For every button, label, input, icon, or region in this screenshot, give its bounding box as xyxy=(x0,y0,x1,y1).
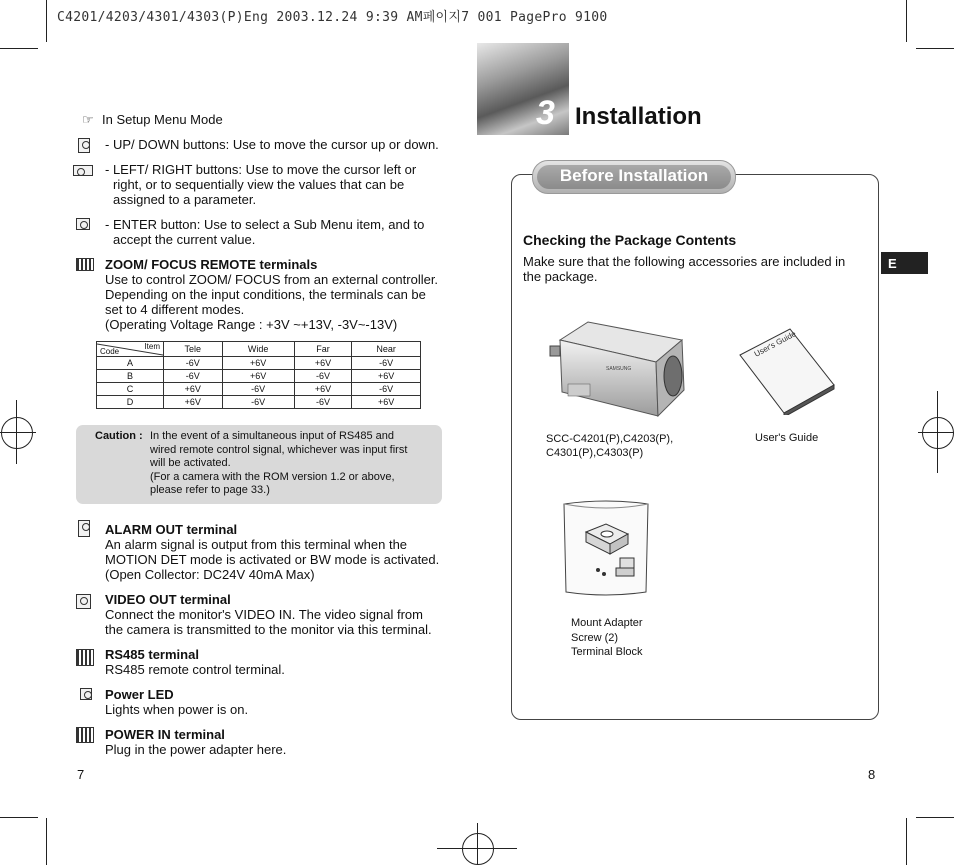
table-header-row xyxy=(97,342,421,357)
caution-label: Caution : xyxy=(95,430,143,442)
power-led-section: Power LED Lights when power is on. xyxy=(105,687,249,717)
print-header: C4201/4203/4301/4303(P)Eng 2003.12.24 9:39 AM페이지7 001 PagePro 9100 xyxy=(57,10,608,25)
table-header: Far xyxy=(294,342,352,357)
voltage-table xyxy=(96,341,421,409)
alarm-out-icon xyxy=(78,520,90,537)
chapter-photo xyxy=(477,43,569,135)
package-intro: Make sure that the following accessories are included in the package. xyxy=(523,254,846,284)
camera-caption: SCC-C4201(P),C4203(P), C4301(P),C4303(P) xyxy=(546,433,674,459)
caution-box xyxy=(76,425,442,504)
table-row: A -6V +6V +6V -6V xyxy=(97,357,421,370)
table-row: D +6V -6V -6V +6V xyxy=(97,396,421,409)
up-down-button-icon xyxy=(78,138,90,153)
table-row: B -6V +6V -6V +6V xyxy=(97,370,421,383)
rs485-terminal-icon xyxy=(76,649,94,666)
enter-button-icon xyxy=(76,218,90,230)
rs485-section: RS485 terminal RS485 remote control terminal. xyxy=(105,647,285,677)
page-number-right: 8 xyxy=(868,767,876,782)
instruction-updown: - UP/ DOWN buttons: Use to move the cursor up or down. xyxy=(105,137,439,152)
package-contents-heading: Checking the Package Contents xyxy=(523,232,737,248)
power-in-terminal-icon xyxy=(76,727,94,743)
table-header: Tele xyxy=(164,342,223,357)
caution-text: In the event of a simultaneous input of RS485 and wired remote control signal, whichever was input first will be activated. (For a camera with the ROM version 1.2 or above, please refer to page 33.) xyxy=(150,430,408,496)
language-tab: E xyxy=(881,252,928,274)
setup-heading: In Setup Menu Mode xyxy=(102,112,223,127)
accessories-caption: Mount Adapter Screw (2) Terminal Block xyxy=(571,617,643,658)
users-guide-illustration xyxy=(738,325,838,415)
table-corner-cell: Code Item xyxy=(97,342,164,357)
zoom-focus-title: ZOOM/ FOCUS REMOTE terminals xyxy=(105,257,318,272)
zoom-focus-terminal-icon xyxy=(76,258,94,271)
instruction-enter: - ENTER button: Use to select a Sub Menu item, and to accept the current value. xyxy=(105,217,425,247)
accessory-bag-illustration xyxy=(560,498,652,598)
zoom-focus-section: ZOOM/ FOCUS REMOTE terminals Use to control ZOOM/ FOCUS from an external controller. Depending on the input conditions, the terminals can be set to 4 different modes. (Operating Voltage Range : +3V ~+13V, -3V~-13V) xyxy=(105,257,439,332)
power-in-section: POWER IN terminal Plug in the power adapter here. xyxy=(105,727,287,757)
chapter-title: Installation xyxy=(575,103,702,130)
table-header: Near xyxy=(352,342,421,357)
camera-illustration xyxy=(546,318,686,418)
svg-text:User's Guide: User's Guide xyxy=(752,329,798,359)
instruction-leftright: - LEFT/ RIGHT buttons: Use to move the cursor left or right, or to sequentially view the values that can be assigned to a parameter. xyxy=(105,162,417,207)
table-row: C +6V -6V +6V -6V xyxy=(97,383,421,396)
chapter-number: 3 xyxy=(536,94,555,132)
section-title: Before Installation xyxy=(559,166,709,185)
guide-caption: User's Guide xyxy=(755,432,819,444)
section-title-pill xyxy=(532,160,736,194)
page-number-left: 7 xyxy=(77,767,85,782)
video-out-icon xyxy=(76,594,91,609)
hand-pointer-icon: ☞ xyxy=(82,112,94,127)
left-right-button-icon xyxy=(73,165,93,176)
table-header: Wide xyxy=(222,342,294,357)
alarm-out-section: ALARM OUT terminal An alarm signal is output from this terminal when the MOTION DET mode is activated or BW mode is activated. (Open Collector: DC24V 40mA Max) xyxy=(105,522,440,582)
svg-text:SAMSUNG: SAMSUNG xyxy=(606,366,632,372)
power-led-icon xyxy=(80,688,92,700)
video-out-section: VIDEO OUT terminal Connect the monitor's VIDEO IN. The video signal from the camera is transmitted to the monitor via this terminal. xyxy=(105,592,432,637)
